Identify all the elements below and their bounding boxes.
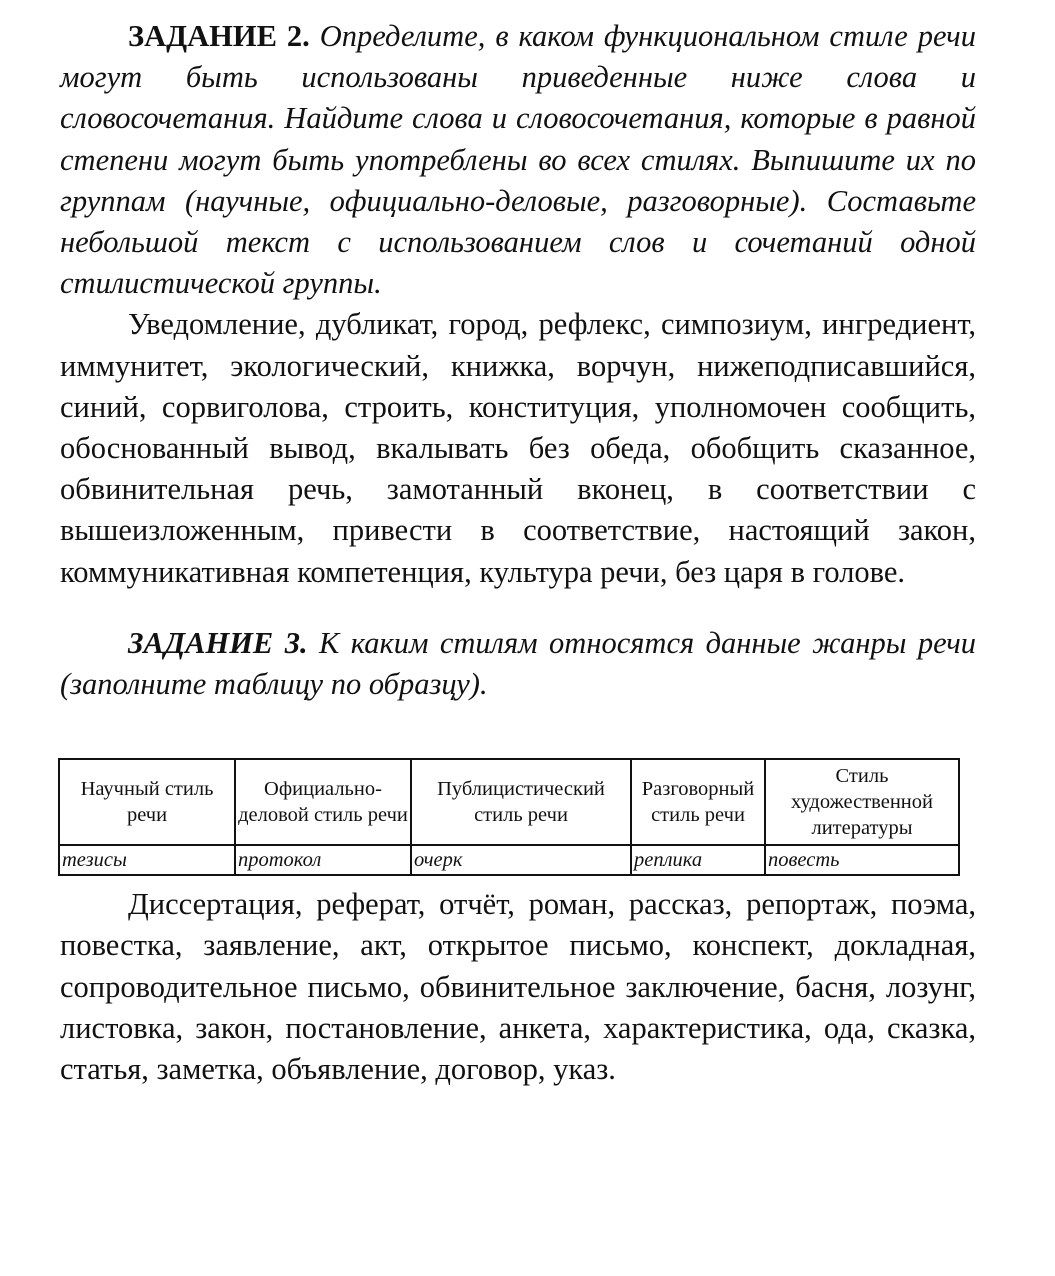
task2-instruction: Определите, в каком функциональном стиле речи могут быть использованы приведенные ниже слова и словосочетания. Найдите слова и словосочетания, которые в равной степени могут быть употреблены во всех стилях. Выпишите их по группам (научные, официально-деловые, разговорные). Составьте небольшой текст с использованием слов и сочетаний одной стилистической группы. xyxy=(60,19,976,301)
table-cell: повесть xyxy=(765,845,959,875)
task2-label: ЗАДАНИЕ 2. xyxy=(128,19,310,53)
header-publicistic: Публицистический стиль речи xyxy=(411,759,631,845)
header-official: Официально-деловой стиль речи xyxy=(235,759,411,845)
task3-paragraph xyxy=(60,623,976,705)
table-cell: протокол xyxy=(235,845,411,875)
header-colloquial: Разговорный стиль речи xyxy=(631,759,765,845)
table-row xyxy=(59,845,959,875)
task3-label: ЗАДАНИЕ 3. xyxy=(128,625,308,660)
document-page xyxy=(60,16,976,1090)
header-literary: Стиль художественной литературы xyxy=(765,759,959,845)
task3-instruction: К каким стилям относятся данные жанры речи (заполните таблицу по образцу). xyxy=(60,625,977,702)
task2-word-list: Уведомление, дубликат, город, рефлекс, симпозиум, ингредиент, иммунитет, экологический, книжка, ворчун, нижеподписавшийся, синий, сорвиголова, строить, конституция, уполномочен сообщить, обоснованный вывод, вкалывать без обеда, обобщить сказанное, обвинительная речь, замотанный вконец, в соответствии с вышеизложенным, привести в соответствие, настоящий закон, коммуникативная компетенция, культура речи, без царя в голове. xyxy=(60,307,976,589)
header-scientific: Научный стиль речи xyxy=(59,759,235,845)
task3-word-list: Диссертация, реферат, отчёт, роман, рассказ, репортаж, поэма, повестка, заявление, акт, открытое письмо, конспект, докладная, сопроводительное письмо, обвинительное заключение, басня, лозунг, листовка, закон, постановление, анкета, характеристика, ода, сказка, статья, заметка, объявление, договор, указ. xyxy=(60,887,976,1087)
task2-paragraph xyxy=(60,16,976,304)
table-cell: реплика xyxy=(631,845,765,875)
table-cell: тезисы xyxy=(59,845,235,875)
table-cell: очерк xyxy=(411,845,631,875)
table-header-row xyxy=(59,759,959,845)
genres-table xyxy=(58,758,960,876)
